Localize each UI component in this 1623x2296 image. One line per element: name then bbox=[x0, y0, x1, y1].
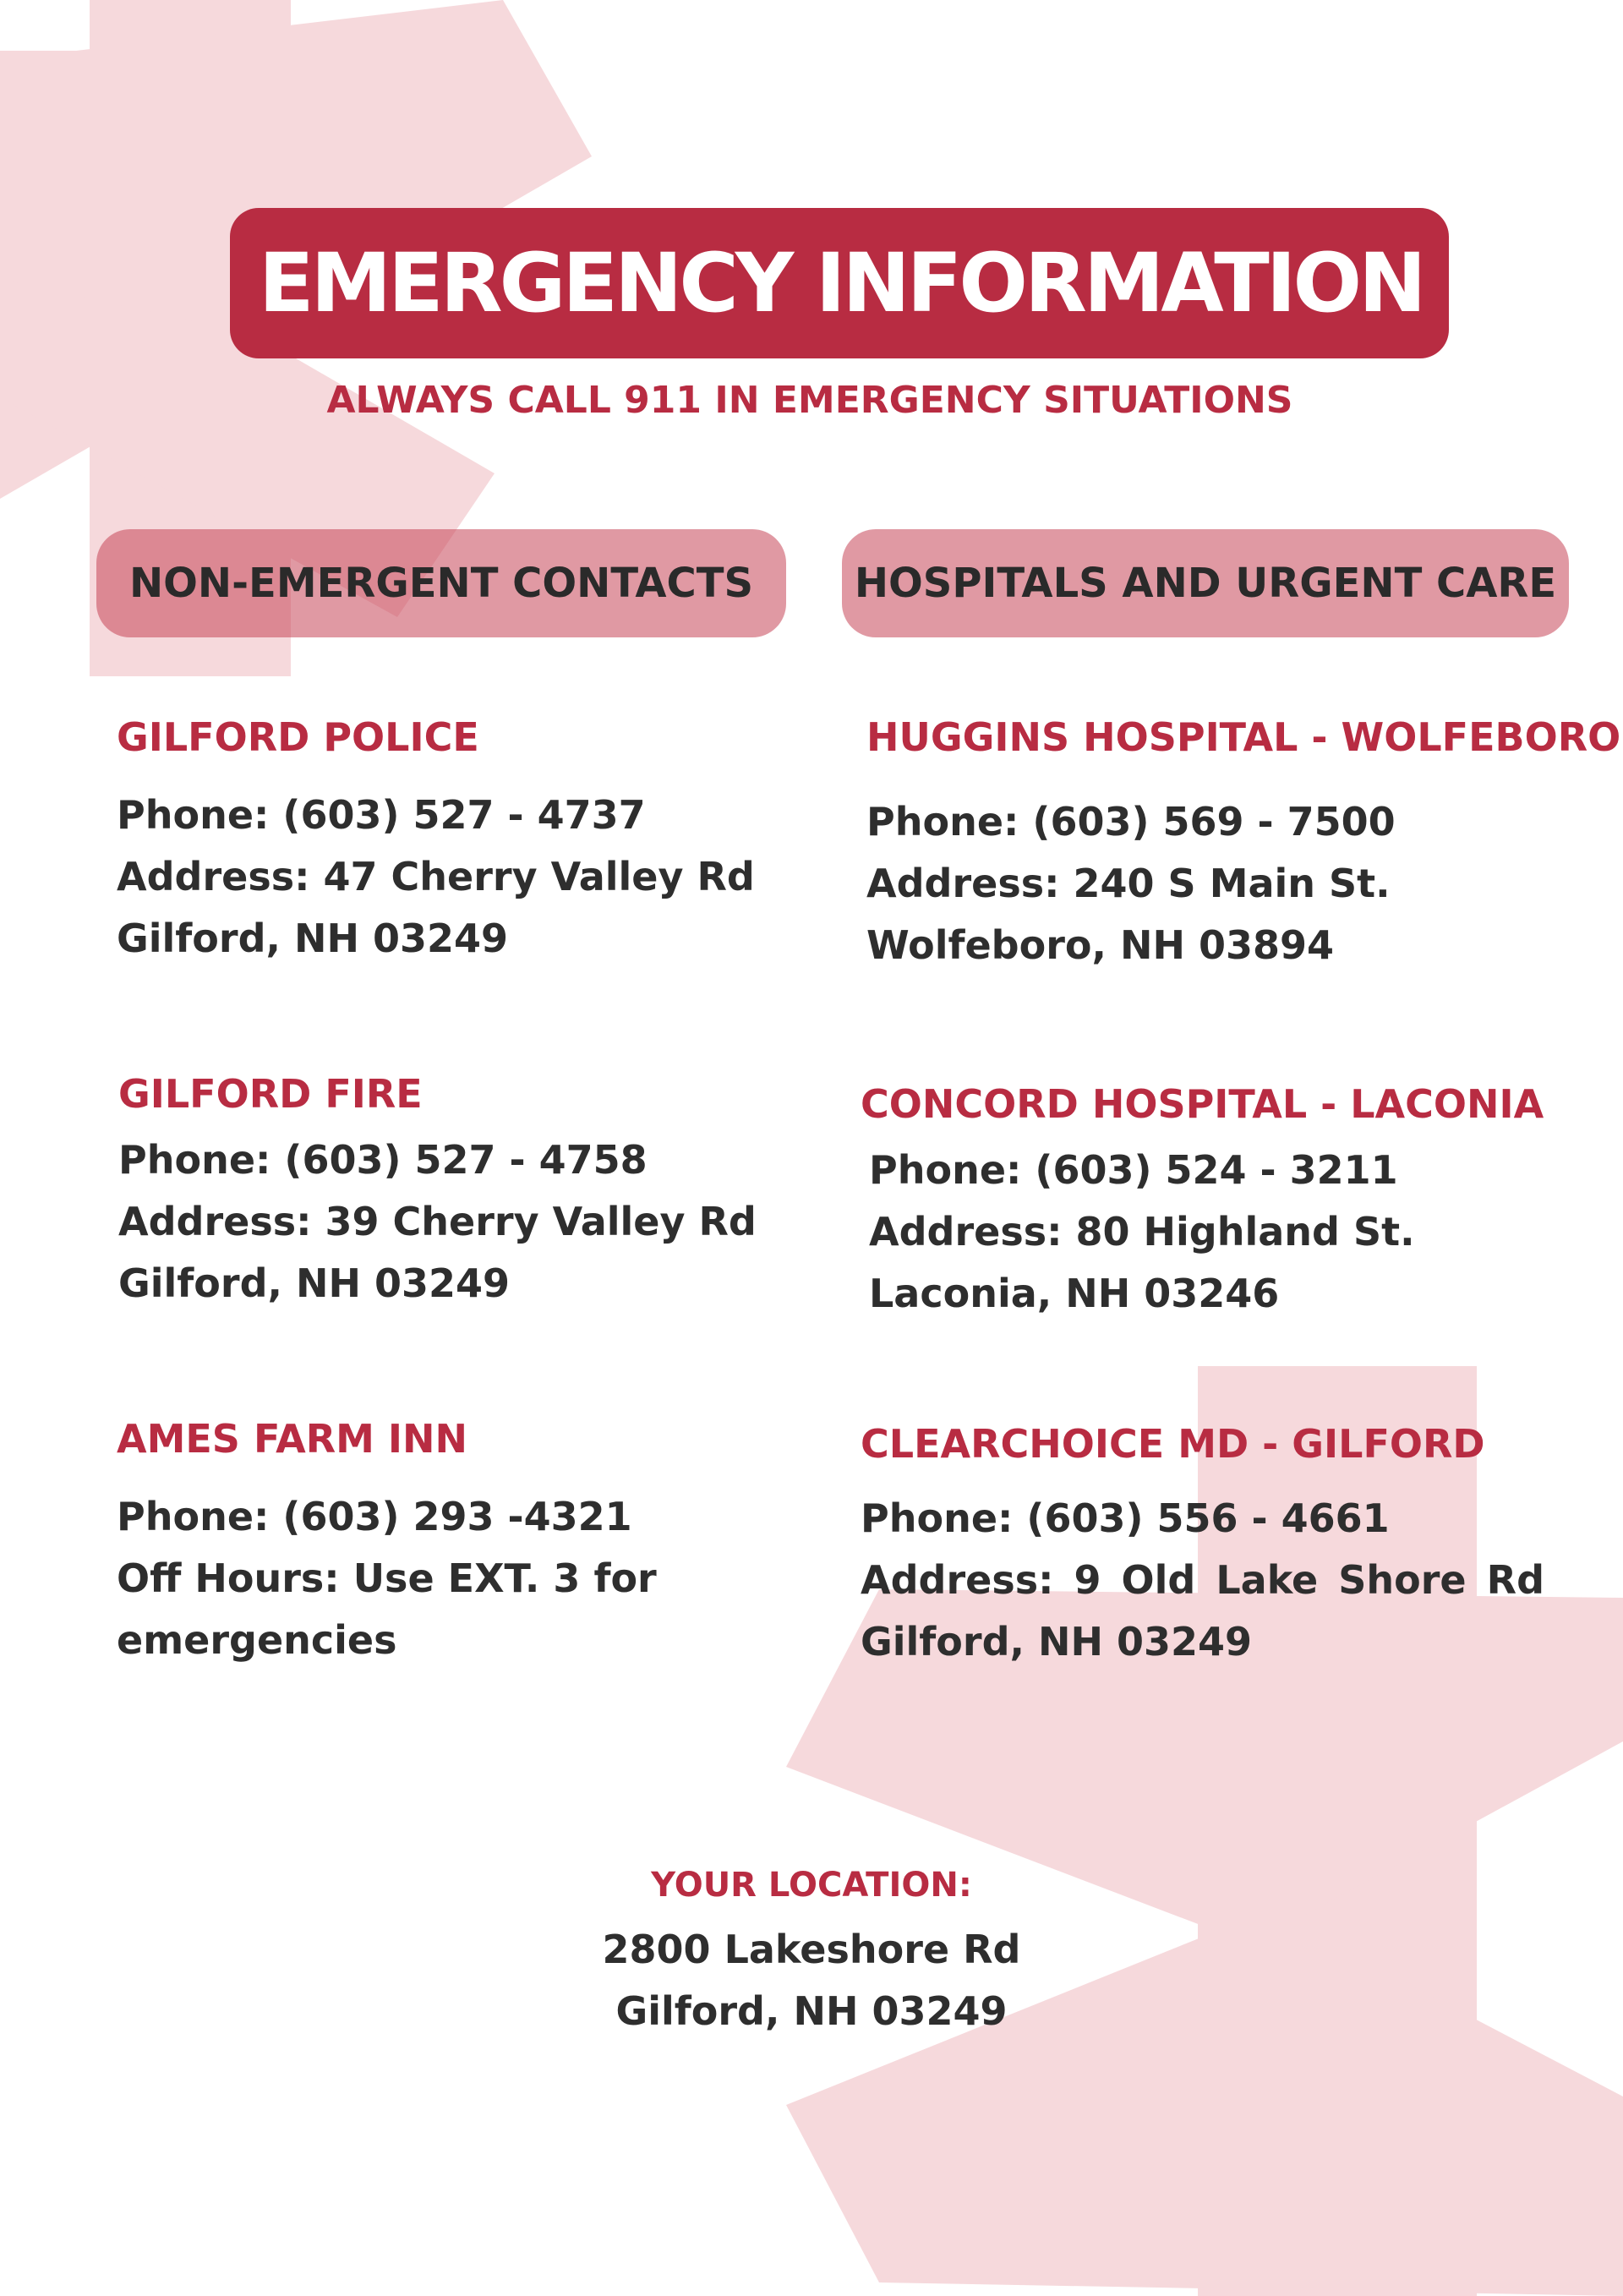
hospital-name: CLEARCHOICE MD - GILFORD bbox=[861, 1421, 1485, 1467]
contact-city: Gilford, NH 03249 bbox=[118, 1260, 511, 1306]
contact-phone: Phone: (603) 527 - 4737 bbox=[117, 792, 646, 838]
contact-name: AMES FARM INN bbox=[117, 1416, 468, 1462]
hospital-phone: Phone: (603) 524 - 3211 bbox=[869, 1147, 1398, 1193]
location-label: YOUR LOCATION: bbox=[651, 1866, 972, 1905]
hospital-huggins bbox=[866, 713, 1620, 976]
hospital-address: Address: 240 S Main St. bbox=[866, 861, 1391, 906]
hospitals-header bbox=[842, 529, 1569, 637]
emergency-subtitle: ALWAYS CALL 911 IN EMERGENCY SITUATIONS bbox=[326, 379, 1293, 422]
hospital-address: Address: 9 Old Lake Shore Rd bbox=[861, 1557, 1544, 1603]
contact-note-cont: emergencies bbox=[117, 1617, 397, 1663]
location-city: Gilford, NH 03249 bbox=[615, 1988, 1008, 2034]
contact-address: Address: 47 Cherry Valley Rd bbox=[117, 854, 755, 899]
non-emergent-header bbox=[96, 529, 786, 637]
hospitals-header-label: HOSPITALS AND URGENT CARE bbox=[854, 560, 1557, 607]
contact-gilford-police bbox=[117, 713, 755, 970]
hospital-phone: Phone: (603) 556 - 4661 bbox=[861, 1495, 1390, 1541]
title-banner bbox=[230, 208, 1449, 358]
hospital-address: Address: 80 Highland St. bbox=[869, 1209, 1415, 1255]
contact-gilford-fire bbox=[118, 1070, 757, 1315]
contact-address: Address: 39 Cherry Valley Rd bbox=[118, 1199, 757, 1244]
hospital-city: Laconia, NH 03246 bbox=[869, 1271, 1280, 1316]
non-emergent-header-label: NON-EMERGENT CONTACTS bbox=[128, 560, 754, 607]
hospital-name: CONCORD HOSPITAL - LACONIA bbox=[861, 1081, 1544, 1127]
hospital-name: HUGGINS HOSPITAL - WOLFEBORO bbox=[866, 714, 1621, 760]
contact-phone: Phone: (603) 293 -4321 bbox=[117, 1494, 632, 1539]
contact-name: GILFORD FIRE bbox=[118, 1071, 423, 1117]
contact-note: Off Hours: Use EXT. 3 for bbox=[117, 1555, 657, 1601]
contact-city: Gilford, NH 03249 bbox=[117, 916, 509, 961]
location-street: 2800 Lakeshore Rd bbox=[602, 1927, 1021, 1972]
contact-ames-farm-inn bbox=[117, 1415, 657, 1671]
your-location bbox=[0, 1860, 1623, 2042]
hospital-city: Wolfeboro, NH 03894 bbox=[866, 922, 1335, 968]
contact-phone: Phone: (603) 527 - 4758 bbox=[118, 1137, 648, 1183]
hospital-phone: Phone: (603) 569 - 7500 bbox=[866, 799, 1396, 845]
hospital-concord bbox=[861, 1080, 1544, 1325]
page-title: EMERGENCY INFORMATION bbox=[259, 236, 1424, 331]
hospital-city: Gilford, NH 03249 bbox=[861, 1619, 1253, 1665]
contact-name: GILFORD POLICE bbox=[117, 714, 479, 760]
urgent-care-clearchoice bbox=[861, 1420, 1544, 1673]
